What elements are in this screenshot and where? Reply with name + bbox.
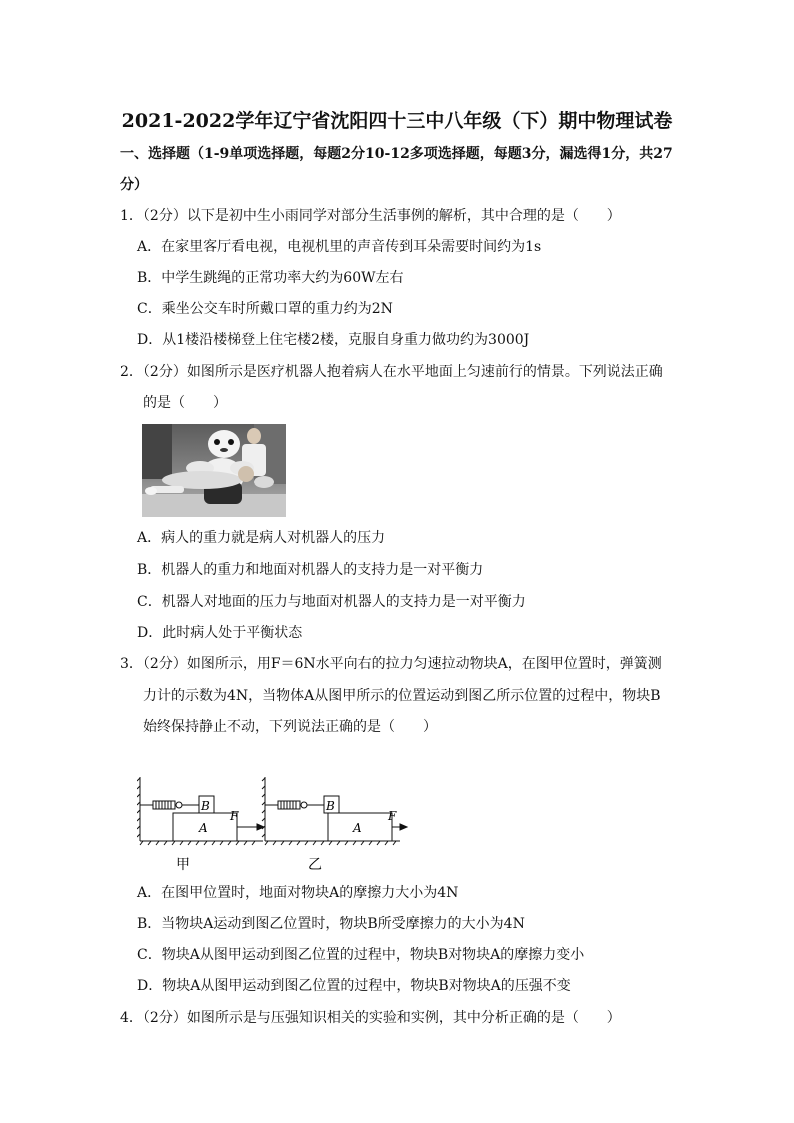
spring-block-diagram	[137, 775, 417, 875]
question-3-option-d: D．物块A从图甲运动到图乙位置的过程中，物块B对物块A的压强不变	[137, 978, 571, 994]
question-4-stem: 4．（2分）如图所示是与压强知识相关的实验和实例，其中分析正确的是（ ）	[120, 1010, 621, 1026]
question-1-option-c: C．乘坐公交车时所戴口罩的重力约为2N	[137, 301, 393, 317]
question-1-option-b: B．中学生跳绳的正常功率大约为60W左右	[137, 270, 404, 286]
figure-yi-caption: 乙	[308, 857, 322, 873]
question-2-option-a: A．病人的重力就是病人对机器人的压力	[137, 530, 386, 546]
figure-jia-label-f: F	[230, 809, 239, 823]
question-3-stem-line-2: 力计的示数为4N，当物体A从图甲所示的位置运动到图乙所示位置的过程中，物块B	[143, 688, 661, 704]
question-2-stem-line-1: 2．（2分）如图所示是医疗机器人抱着病人在水平地面上匀速前行的情景。下列说法正确	[120, 364, 663, 380]
question-1-option-a: A．在家里客厅看电视，电视机里的声音传到耳朵需要时间约为1s	[137, 239, 542, 255]
question-3-stem-line-3: 始终保持静止不动，下列说法正确的是（ ）	[143, 719, 437, 735]
question-2-option-d: D．此时病人处于平衡状态	[137, 625, 303, 641]
figure-yi-label-a: A	[353, 821, 362, 835]
question-2-option-c: C．机器人对地面的压力与地面对机器人的支持力是一对平衡力	[137, 594, 526, 610]
question-1-option-d: D．从1楼沿楼梯登上住宅楼2楼，克服自身重力做功约为3000J	[137, 332, 530, 348]
figure-yi-label-b: B	[326, 799, 335, 813]
question-2-stem-line-2: 的是（ ）	[143, 395, 227, 411]
figure-jia-label-b: B	[201, 799, 210, 813]
page-title: 2021-2022学年辽宁省沈阳四十三中八年级（下）期中物理试卷	[121, 110, 673, 132]
robot-carrying-patient-photo	[142, 424, 286, 517]
question-2-option-b: B．机器人的重力和地面对机器人的支持力是一对平衡力	[137, 562, 484, 578]
question-1-stem: 1．（2分）以下是初中生小雨同学对部分生活事例的解析，其中合理的是（ ）	[120, 208, 621, 224]
question-3-option-b: B．当物块A运动到图乙位置时，物块B所受摩擦力的大小为4N	[137, 916, 525, 932]
section-heading: 一、选择题（1-9单项选择题，每题2分10-12多项选择题，每题3分，漏选得1分，共27分）	[120, 146, 673, 193]
question-3-stem-line-1: 3．（2分）如图所示，用F＝6N水平向右的拉力匀速拉动物块A，在图甲位置时，弹簧测	[120, 656, 662, 672]
figure-jia-label-a: A	[199, 821, 208, 835]
figure-yi-label-f: F	[388, 809, 397, 823]
question-3-option-c: C．物块A从图甲运动到图乙位置的过程中，物块B对物块A的摩擦力变小	[137, 947, 585, 963]
figure-jia-caption: 甲	[176, 857, 190, 873]
question-3-option-a: A．在图甲位置时，地面对物块A的摩擦力大小为4N	[137, 885, 459, 901]
